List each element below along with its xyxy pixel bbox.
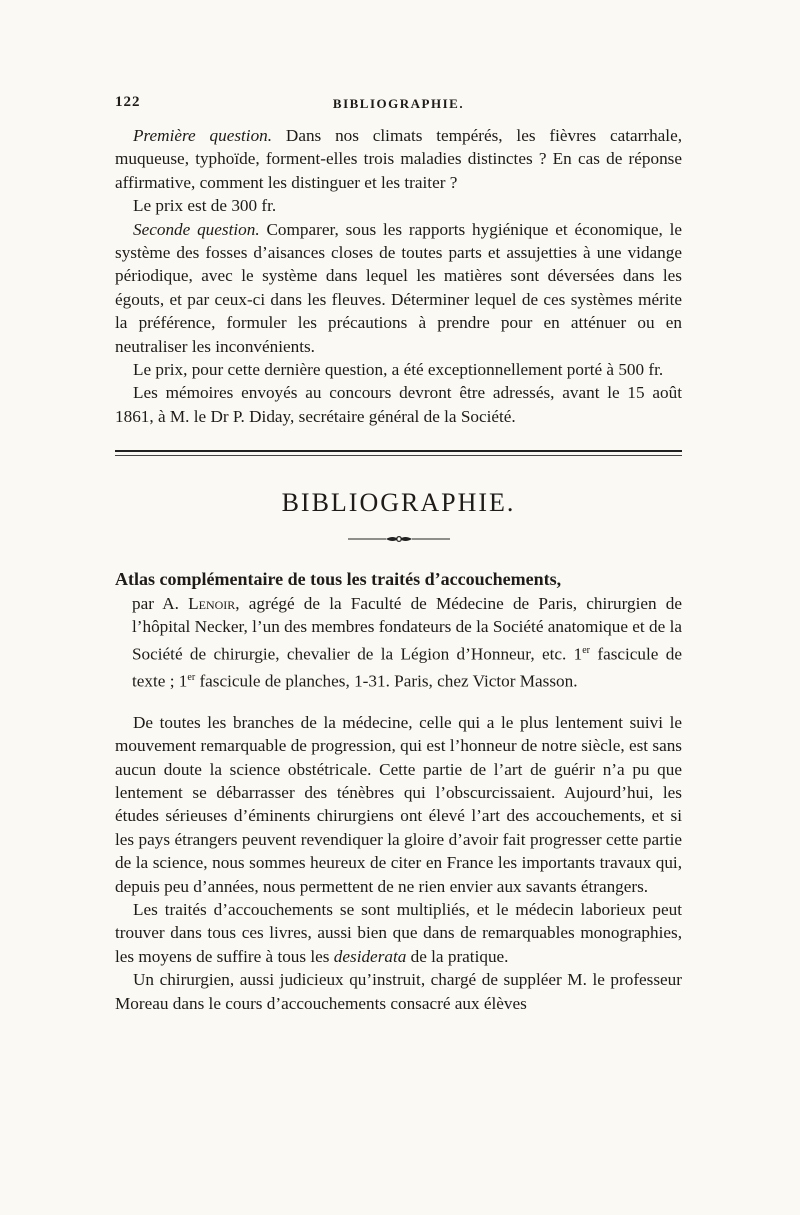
question-2-label: Seconde question. [133, 219, 260, 239]
question-1-text: Dans nos climats tempérés, les fièvres catarrhale, muqueuse, typhoïde, forment-elles trois maladies distinctes ? En cas de réponse affirmative, comment les distinguer et les traiter ? [115, 126, 683, 192]
entry-title: Atlas complémentaire de tous les traités d’accouchements, [115, 569, 562, 590]
question-1-paragraph [115, 124, 682, 194]
question-2-prize: Le prix, pour cette dernière question, a été exceptionnellement porté à 500 fr. [133, 360, 664, 380]
review-p2-start: Les traités d’accouchements se sont multipliés, et le médecin laborieux peut trouver dans tous ces livres, aussi bien que dans de remarquables monographies, les moyens de suffire à tous les [115, 900, 682, 966]
entry-details-3: fascicule de planches, 1-31. Paris, chez Victor Masson. [195, 671, 578, 691]
entry-details [115, 592, 682, 693]
entry-author-name: Lenoir [188, 593, 236, 613]
entry-details-1: , agrégé de la Faculté de Médecine de Paris, chirurgien de l’hôpital Necker, l’un des membres fondateurs de la Société anatomique et de la Société de chirurgie, chevalier de la Légion d’Honneur, etc. 1 [132, 593, 682, 664]
page [115, 94, 682, 1015]
ornament-divider-icon [115, 534, 682, 544]
question-1-label: Première question. [133, 126, 273, 145]
review-paragraph-2 [115, 898, 682, 968]
divider-rule-thin [115, 455, 682, 456]
section-divider [115, 450, 682, 456]
running-title: BIBLIOGRAPHIE. [332, 96, 465, 111]
entry-sup-1: er [582, 644, 591, 656]
deadline-paragraph: Les mémoires envoyés au concours devront être adressés, avant le 15 août 1861, à M. le Dr P. Diday, secrétaire général de la Société. [115, 383, 682, 426]
review-paragraph-1: De toutes les branches de la médecine, celle qui a le plus lentement suivi le mouvement remarquable de progression, qui est l’honneur de notre siècle, est sans aucun doute la science obstétricale. Cette partie de l’art de guérir n’a pu que lentement se débarrasser des ténèbres qui l’obscurcissaient. Aujourd’hui, les études sérieuses d’éminents chirurgiens ont élevé l’art des accouchements, et si les pays étrangers peuvent revendiquer la gloire d’avoir fait progresser cette partie de la science, nous sommes heureux de citer en France les importants travaux qui, depuis peu d’années, nous permettent de ne rien envier aux savants étrangers. [115, 712, 682, 896]
entry-details-2: fascicule de texte ; 1 [132, 644, 683, 691]
page-number: 122 [115, 94, 141, 110]
question-2-text: Comparer, sous les rapports hygiénique et économique, le système des fosses d’aisances closes de toutes parts et assujetties à une vidange périodique, avec le système dans lequel les matières sont déversées dans les égouts, et par ceux-ci dans les fleuves. Déterminer lequel de ces systèmes mérite la préférence, formuler les précautions à prendre pour en atténuer ou en neutraliser les inconvénients. [115, 219, 682, 356]
question-2-paragraph [115, 218, 682, 358]
divider-rule-thick [115, 450, 682, 452]
review-body [115, 711, 682, 1015]
question-1-prize: Le prix est de 300 fr. [133, 196, 277, 216]
contest-section [115, 124, 682, 428]
section-title: BIBLIOGRAPHIE. [281, 488, 516, 518]
entry-author-prefix: par A. [132, 593, 189, 613]
page-header [115, 94, 682, 116]
review-p2-italic: desiderata [333, 946, 407, 966]
review-p2-end: de la pratique. [406, 946, 509, 966]
entry-sup-2: er [187, 671, 196, 683]
review-paragraph-3: Un chirurgien, aussi judicieux qu’instruit, chargé de suppléer M. le professeur Moreau dans le cours d’accouchements consacré aux élèves [115, 970, 682, 1013]
bibliography-entry [115, 568, 682, 693]
